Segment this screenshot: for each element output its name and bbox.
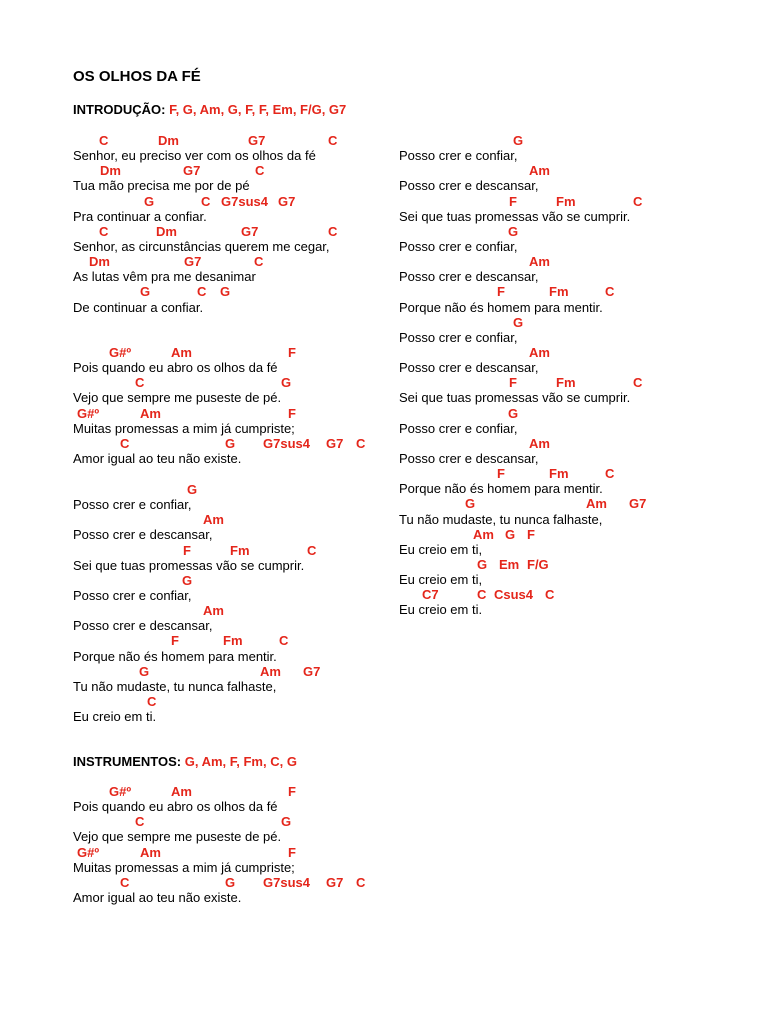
chord: Fm [230, 542, 250, 558]
lyric-line: Posso crer e confiar, [399, 329, 518, 345]
chord: C7 [422, 587, 439, 603]
chord: C [633, 375, 643, 391]
chord: Am [586, 496, 607, 512]
chord: G7 [303, 663, 321, 679]
chord-line [399, 557, 630, 572]
lyric-line: Pra continuar a confiar. [73, 208, 207, 224]
chord: G#º [77, 405, 100, 421]
chord: G7sus4 [263, 435, 310, 451]
chord: Am [529, 435, 550, 451]
chord-line [399, 315, 630, 330]
lyric-line: Eu creio em ti, [399, 572, 483, 588]
chord: Fm [223, 633, 243, 649]
chord: G [477, 556, 488, 572]
chord: G [281, 375, 292, 391]
chord-line [399, 254, 630, 269]
chord: C [477, 587, 487, 603]
chord: G [508, 405, 519, 421]
chord-line [399, 527, 630, 542]
chord: G#º [109, 784, 132, 799]
chord: F/G [527, 556, 549, 572]
chord: G [187, 482, 198, 497]
lyric-line: Posso crer e confiar, [399, 148, 518, 164]
chord-line [73, 603, 304, 618]
chord: C [545, 587, 555, 603]
lyric-line: De continuar a confiar. [73, 299, 204, 315]
chord: Dm [100, 163, 121, 179]
chord: C [605, 466, 615, 482]
verse-3 [73, 784, 366, 905]
song-title: OS OLHOS DA FÉ [73, 68, 201, 85]
lyric-line: Posso crer e descansar, [399, 269, 539, 285]
chord: Em [499, 556, 520, 572]
chord-line [73, 663, 321, 679]
chord: C [328, 133, 338, 148]
instruments-chords: G, Am, F, Fm, C, G [184, 754, 297, 769]
chord: G [513, 133, 524, 148]
chord-line [399, 406, 630, 421]
chord-line [73, 133, 338, 148]
chord-line [73, 784, 295, 799]
chord-line [399, 193, 643, 209]
lyric-line: Muitas promessas a mim já cumpriste; [73, 420, 295, 436]
lyric-line: Amor igual ao teu não existe. [73, 450, 242, 466]
chord: G [220, 284, 231, 300]
chord: Am [140, 405, 161, 421]
chord: G [225, 435, 236, 451]
chord-line [73, 814, 295, 829]
chord-line [399, 133, 630, 148]
chord: G7 [278, 193, 296, 209]
chord: Dm [156, 223, 177, 239]
lyric-line: Posso crer e descansar, [73, 618, 213, 634]
chord: G [505, 526, 516, 542]
chord-line [73, 482, 304, 497]
chord: Fm [549, 284, 569, 300]
lyric-line: Posso crer e descansar, [399, 450, 539, 466]
chord-line [399, 163, 630, 178]
chord: Am [140, 844, 161, 860]
lyric-line: Posso crer e confiar, [73, 497, 192, 513]
chord: Dm [158, 133, 179, 148]
chord: G7sus4 [263, 874, 310, 890]
lyric-line: Sei que tuas promessas vão se cumprir. [399, 390, 631, 406]
lyric-line: Eu creio em ti. [73, 709, 157, 725]
chord: G [465, 496, 476, 512]
lyric-line: Senhor, eu preciso ver com os olhos da fé [73, 148, 316, 164]
chord: C [356, 435, 366, 451]
chord: C [147, 693, 157, 709]
chord: C [633, 193, 643, 209]
chord: C [99, 133, 109, 148]
chord: G7 [248, 133, 266, 148]
chord: G7 [183, 163, 201, 179]
lyric-line: Tu não mudaste, tu nunca falhaste, [73, 678, 277, 694]
chord-line [73, 345, 295, 360]
chord: Am [260, 663, 281, 679]
intro-heading [73, 102, 346, 117]
chord: C [255, 163, 265, 179]
chord: G7 [629, 496, 647, 512]
intro-chords: F, G, Am, G, F, F, Em, F/G, G7 [169, 102, 347, 117]
chord: G [140, 284, 151, 300]
chord-line [73, 375, 295, 390]
chord-line [399, 224, 630, 239]
chord: G7 [241, 223, 259, 239]
lyric-line: Tua mão precisa me por de pé [73, 178, 250, 194]
chord-line [73, 874, 366, 890]
chord: Am [203, 603, 224, 619]
chord-line [73, 542, 317, 558]
chord: G [508, 223, 519, 239]
chord: F [497, 466, 505, 482]
lyric-line: Posso crer e confiar, [73, 587, 192, 603]
chord-line [73, 254, 330, 269]
chord: F [509, 375, 517, 391]
chord-line [73, 435, 366, 451]
chord: C [120, 435, 130, 451]
chord-line [399, 375, 643, 391]
chord-line [73, 633, 304, 648]
chord: G [139, 663, 150, 679]
chord-line [73, 284, 330, 299]
chord-line [73, 406, 295, 421]
lyric-line: Pois quando eu abro os olhos da fé [73, 360, 278, 376]
chord-line [399, 466, 630, 481]
chord: C [99, 223, 109, 239]
lyric-line: Porque não és homem para mentir. [399, 481, 603, 497]
chord: F [527, 526, 535, 542]
chord: G [225, 874, 236, 890]
chord-line [399, 345, 630, 360]
lyric-line: Posso crer e descansar, [399, 360, 539, 376]
chord: Fm [556, 193, 576, 209]
chord: C [135, 375, 145, 391]
chord: G [182, 572, 193, 588]
chord: F [509, 193, 517, 209]
chorus-1 [73, 482, 321, 725]
lyric-line: Senhor, as circunstâncias querem me cegar, [73, 238, 330, 254]
chord-line [399, 496, 647, 512]
chord: Fm [549, 466, 569, 482]
lyric-line: Sei que tuas promessas vão se cumprir. [399, 208, 631, 224]
chord: G [144, 193, 155, 209]
lyric-line: Posso crer e descansar, [73, 527, 213, 543]
lyric-line: Tu não mudaste, tu nunca falhaste, [399, 511, 603, 527]
chord: G#º [109, 345, 132, 360]
chord: F [288, 844, 296, 860]
chord: F [497, 284, 505, 300]
chord: C [279, 633, 289, 649]
chord: F [288, 405, 296, 421]
chord-line [73, 512, 304, 527]
chord: F [288, 784, 296, 799]
instruments-label: INSTRUMENTOS: [73, 754, 182, 769]
chord: C [120, 874, 130, 890]
chord: C [254, 254, 264, 270]
chord: G7sus4 [221, 193, 268, 209]
chord-line [73, 223, 338, 239]
lyric-line: Eu creio em ti, [399, 541, 483, 557]
lyric-line: Vejo que sempre me puseste de pé. [73, 829, 282, 845]
chord: Am [529, 254, 550, 270]
intro-label: INTRODUÇÃO: [73, 102, 166, 117]
lyric-line: Vejo que sempre me puseste de pé. [73, 390, 282, 406]
chord: F [183, 542, 191, 558]
chord-line [73, 845, 295, 860]
chord: G [513, 314, 524, 330]
chord: Am [473, 526, 494, 542]
chord: Am [171, 784, 192, 799]
chord: Am [171, 345, 192, 360]
chord-line [399, 284, 630, 299]
lyric-line: Amor igual ao teu não existe. [73, 889, 242, 905]
lyric-line: Porque não és homem para mentir. [399, 299, 603, 315]
lyric-line: Pois quando eu abro os olhos da fé [73, 799, 278, 815]
verse-1 [73, 133, 338, 315]
lyric-line: Porque não és homem para mentir. [73, 648, 277, 664]
chord: C [356, 874, 366, 890]
verse-2 [73, 345, 366, 466]
chord: G [281, 814, 292, 830]
lyric-line: Posso crer e confiar, [399, 238, 518, 254]
chord-line [399, 436, 630, 451]
instruments-heading [73, 754, 297, 769]
lyric-line: Muitas promessas a mim já cumpriste; [73, 859, 295, 875]
chord: Am [529, 344, 550, 360]
chord-line [73, 163, 330, 178]
chord-line [73, 573, 304, 588]
chord-line [73, 694, 304, 709]
chord: Dm [89, 254, 110, 270]
lyric-line: Posso crer e confiar, [399, 420, 518, 436]
chord: C [605, 284, 615, 300]
lyric-line: Posso crer e descansar, [399, 178, 539, 194]
chord: Am [529, 163, 550, 179]
chord: G7 [326, 874, 344, 890]
chord: C [135, 814, 145, 830]
chord: Fm [556, 375, 576, 391]
chord: G#º [77, 844, 100, 860]
chord: Csus4 [494, 587, 534, 603]
lyric-line: As lutas vêm pra me desanimar [73, 269, 256, 285]
lyric-line: Eu creio em ti. [399, 602, 483, 618]
chord: C [197, 284, 207, 300]
chord: C [307, 542, 317, 558]
lyric-line: Sei que tuas promessas vão se cumprir. [73, 557, 305, 573]
chord-line [73, 194, 330, 209]
chord: G7 [326, 435, 344, 451]
chord: C [328, 223, 338, 239]
chord-line [399, 587, 630, 602]
chord: C [201, 193, 211, 209]
chord: G7 [184, 254, 202, 270]
chord: F [171, 633, 179, 649]
chord: Am [203, 512, 224, 528]
chorus-2 [399, 133, 647, 618]
chord: F [288, 345, 296, 360]
